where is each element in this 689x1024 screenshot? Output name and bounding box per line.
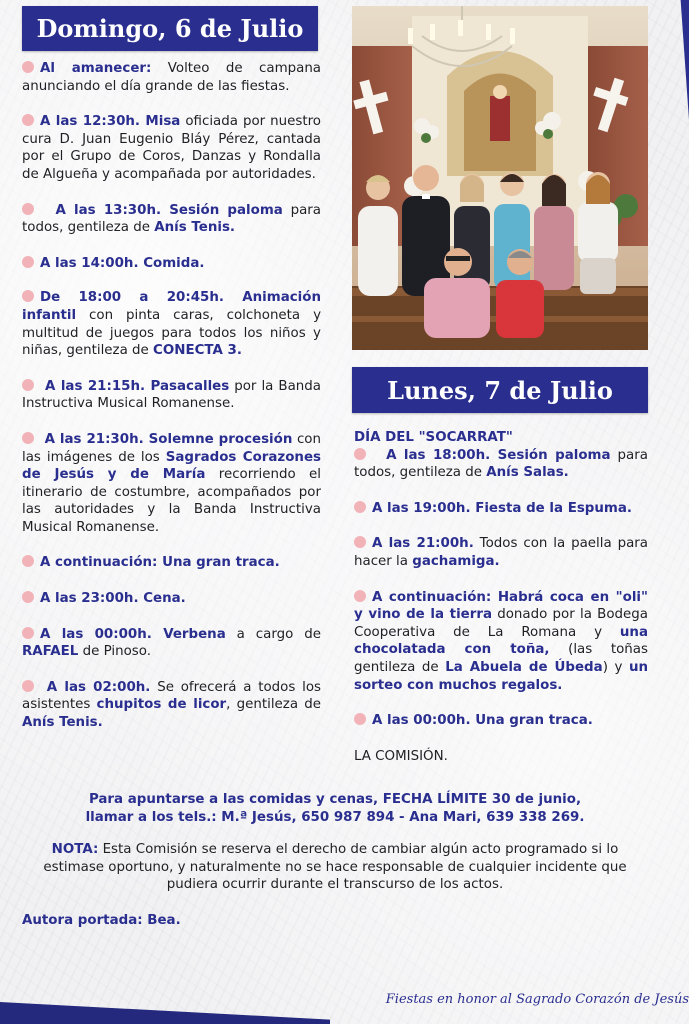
bullet-icon — [22, 203, 34, 215]
bullet-icon — [22, 680, 34, 692]
day2-header — [352, 367, 648, 413]
bullet-icon — [354, 501, 366, 513]
nota-block — [22, 841, 648, 894]
schedule-item: A las 00:00h. Verbena a cargo de RAFAEL de Pinoso. — [22, 626, 321, 660]
day2-title: Lunes, 7 de Julio — [387, 375, 613, 405]
schedule-item: A las 21:30h. Solemne procesión con las imágenes de los Sagrados Corazones de Jesús y de María recorriendo el itinerario de costumbre, acompañados por las autoridades y la Banda Instructiva Musical Romanense. — [22, 431, 322, 535]
bullet-icon — [22, 591, 34, 603]
bullet-icon — [22, 627, 34, 639]
schedule-item: A continuación: Habrá coca en "oli" y vino de la tierra donado por la Bodega Cooperativa de La Romana y una chocolatada con toña, (las toñas gentileza de La Abuela de Úbeda) y un sorteo con muchos regalos. — [354, 589, 649, 693]
schedule-item: A las 00:00h. Una gran traca. — [354, 712, 648, 730]
day2-subtitle: DÍA DEL "SOCARRAT" — [354, 430, 513, 445]
decorative-stripe-bottom — [0, 1002, 330, 1024]
schedule-item: Al amanecer: Volteo de campana anunciando el día grande de las fiestas. — [22, 61, 322, 94]
schedule-item: A las 23:00h. Cena. — [22, 590, 321, 608]
schedule-item: A las 19:00h. Fiesta de la Espuma. — [354, 500, 648, 518]
schedule-item: A las 12:30h. Misa oficiada por nuestro cura D. Juan Eugenio Bláy Pérez, cantada por el Grupo de Coros, Danzas y Rondalla de Algueña y acompañada por autoridades. — [22, 114, 321, 182]
schedule-item: A las 21:00h. Todos con la paella para hacer la gachamiga. — [354, 536, 648, 569]
church-group-photo — [352, 6, 648, 350]
decorative-stripe — [675, 0, 689, 120]
day1-title: Domingo, 6 de Julio — [36, 14, 304, 43]
contact-line-2: llamar a los tels.: M.ª Jesús, 650 987 894 - Ana Mari, 639 338 269. — [85, 809, 585, 825]
bullet-icon — [22, 432, 34, 444]
bullet-icon — [354, 590, 366, 602]
bullet-icon — [22, 290, 34, 302]
bullet-icon — [354, 448, 366, 460]
day2-schedule — [354, 429, 648, 765]
cover-author: Autora portada: Bea. — [22, 913, 181, 928]
contact-line-1: Para apuntarse a las comidas y cenas, FECHA LÍMITE 30 de junio, — [88, 792, 582, 807]
bullet-icon — [22, 61, 34, 73]
day1-header — [22, 6, 318, 51]
schedule-item: De 18:00 a 20:45h. Animación infantil con pinta caras, colchoneta y multitud de juegos para todos los niños y niñas, gentileza de CONECTA 3. — [22, 290, 321, 359]
signoff: LA COMISIÓN. — [354, 748, 448, 764]
bullet-icon — [354, 713, 366, 725]
bullet-icon — [22, 555, 34, 567]
nota-label: NOTA: — [51, 842, 99, 857]
bullet-icon — [22, 379, 34, 391]
nota-text: Esta Comisión se reserva el derecho de cambiar algún acto programado si lo estimase oportuno, y naturalmente no se hace responsable de cualquier incidente que pudiera ocurrir durante el transcurso de los actos. — [43, 842, 627, 893]
schedule-item: A las 02:00h. Se ofrecerá a todos los asistentes chupitos de licor, gentileza de Anís Tenis. — [22, 679, 321, 731]
bullet-icon — [22, 256, 34, 268]
schedule-item: A las 14:00h. Comida. — [22, 255, 321, 273]
schedule-item: A continuación: Una gran traca. — [22, 554, 321, 572]
bullet-icon — [22, 114, 34, 126]
schedule-item: A las 21:15h. Pasacalles por la Banda Instructiva Musical Romanense. — [22, 378, 321, 412]
day1-schedule — [22, 60, 321, 750]
contact-info — [22, 791, 648, 826]
schedule-item: A las 13:30h. Sesión paloma para todos, gentileza de Anís Tenis. — [22, 202, 321, 236]
footer-signature: Fiestas en honor al Sagrado Corazón de Jesús — [385, 992, 689, 1007]
schedule-item: A las 18:00h. Sesión paloma para todos, gentileza de Anís Salas. — [354, 447, 648, 481]
bullet-icon — [354, 536, 366, 548]
